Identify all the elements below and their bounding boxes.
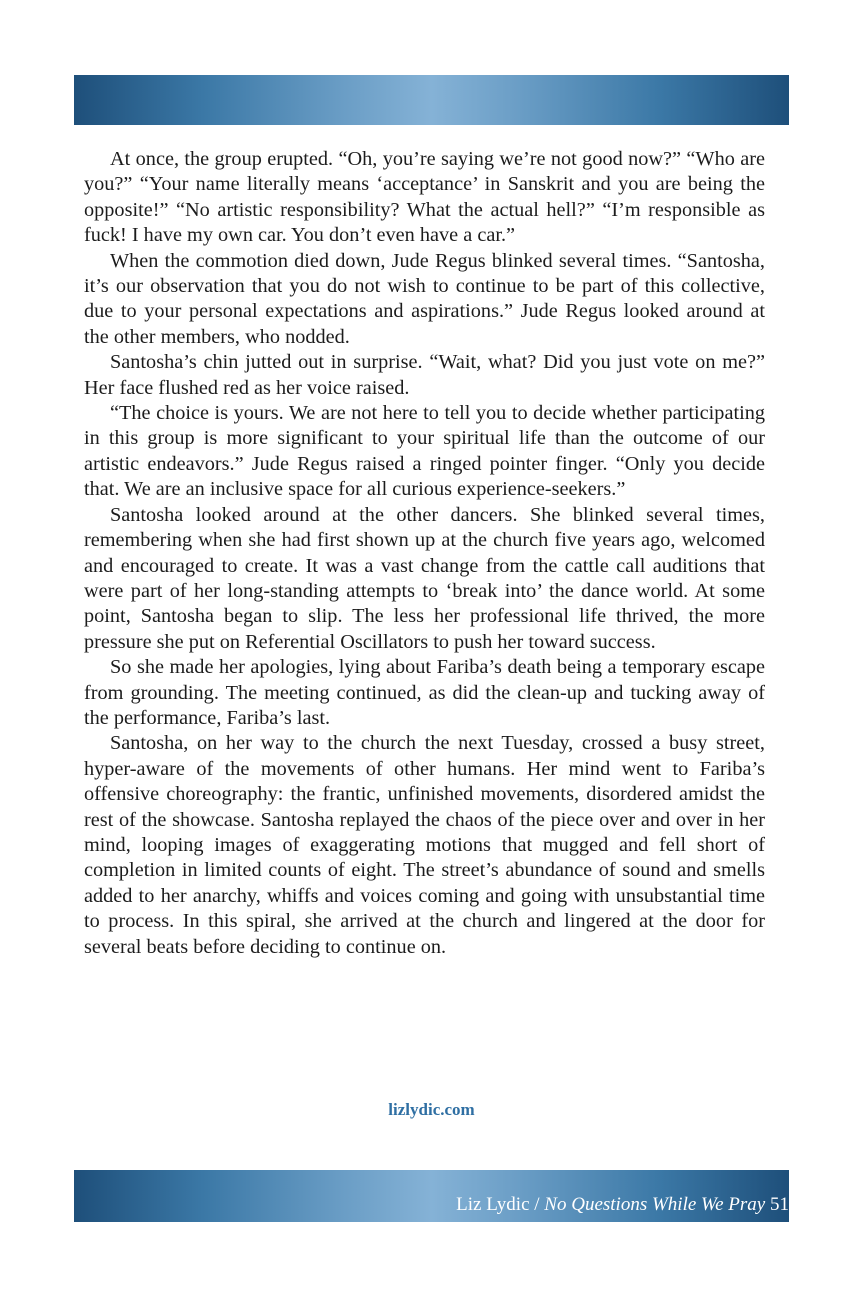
footer-author: Liz Lydic /	[456, 1194, 545, 1215]
paragraph: When the commotion died down, Jude Regus blinked several times. “Santosha, it’s our observation that you do not wish to continue to be part of this collective, due to your personal expectations and aspirations.” Jude Regus looked around at the other members, who nodded.	[84, 249, 765, 348]
paragraph: Santosha’s chin jutted out in surprise. “Wait, what? Did you just vote on me?” Her face flushed red as her voice raised.	[84, 351, 765, 399]
header-band	[74, 75, 789, 125]
website-link[interactable]: lizlydic.com	[388, 1100, 475, 1119]
paragraph: Santosha, on her way to the church the next Tuesday, crossed a busy street, hyper-aware of the movements of other humans. Her mind went to Fariba’s offensive choreography: the frantic, unfinished movements, disordered amidst the rest of the showcase. Santosha replayed the chaos of the piece over and over in her mind, looping images of exaggerating motions that mugged and fell short of completion in limited counts of eight. The street’s abundance of sound and smells added to her anarchy, whiffs and voices coming and going with unsubstantial time to process. In this spiral, she arrived at the church and lingered at the door for several beats before deciding to continue on.	[84, 732, 765, 958]
page-number: 51	[765, 1194, 789, 1215]
paragraph: “The choice is yours. We are not here to tell you to decide whether participating in this group is more significant to your spiritual life than the outcome of our artistic endeavors.” Jude Regus raised a ringed pointer finger. “Only you decide that. We are an inclusive space for all curious experience-seekers.”	[84, 402, 765, 501]
body-text	[84, 147, 765, 960]
running-footer	[456, 1194, 789, 1216]
paragraph: So she made her apologies, lying about Fariba’s death being a temporary escape from grounding. The meeting continued, as did the clean-up and tucking away of the performance, Fariba’s last.	[84, 656, 765, 729]
paragraph: Santosha looked around at the other dancers. She blinked several times, remembering when she had first shown up at the church five years ago, welcomed and encouraged to create. It was a vast change from the cattle call auditions that were part of her long-standing attempts to ‘break into’ the dance world. At some point, Santosha began to slip. The less her professional life thrived, the more pressure she put on Referential Oscillators to push her toward success.	[84, 503, 765, 653]
footer-book-title: No Questions While We Pray	[544, 1194, 766, 1215]
footer-band	[74, 1170, 789, 1222]
paragraph: At once, the group erupted. “Oh, you’re saying we’re not good now?” “Who are you?” “Your name literally means ‘acceptance’ in Sanskrit and you are being the opposite!” “No artistic responsibility? What the actual hell?” “I’m responsible as fuck! I have my own car. You don’t even have a car.”	[84, 148, 765, 247]
